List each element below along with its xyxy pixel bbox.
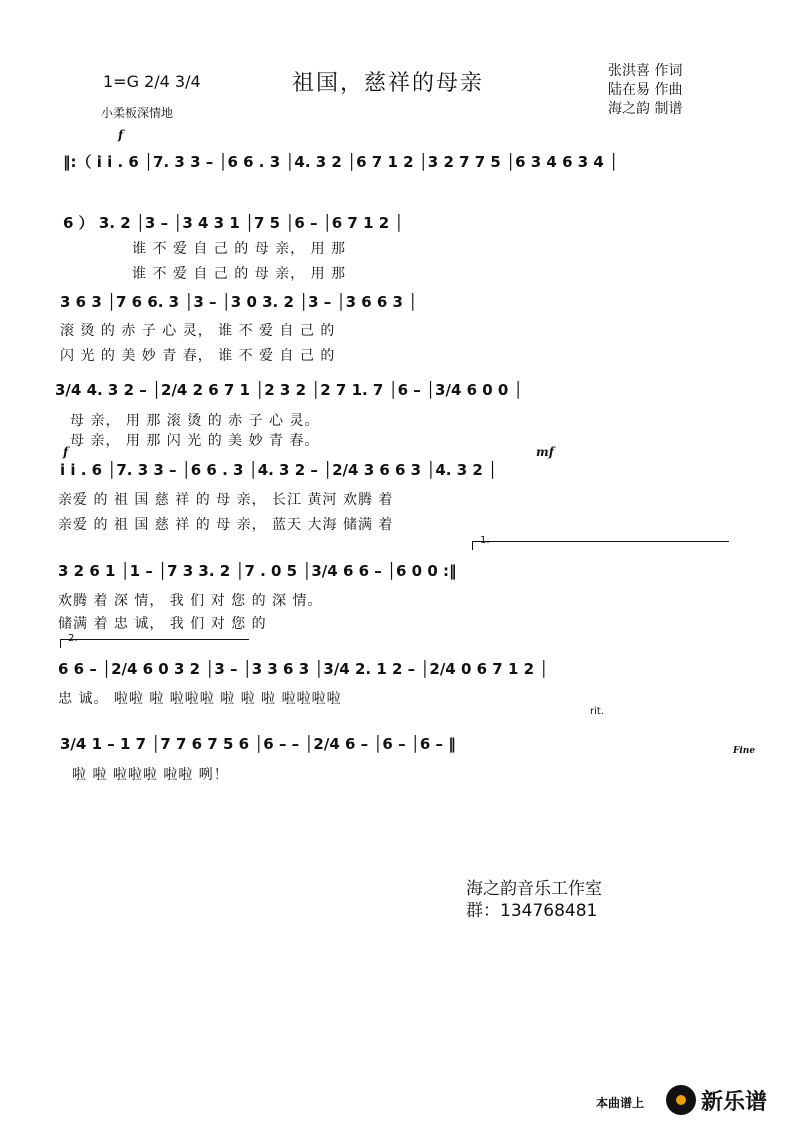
studio-name: 海之韵音乐工作室 (466, 879, 602, 899)
volta-bracket-2 (60, 639, 249, 648)
dynamic-mark-mf: mf (536, 445, 554, 459)
composer: 陆在易 作曲 (608, 82, 683, 98)
notation: 3/4 4. 3 2 – │2/4 2 6 7 1 │2 3 2 │2 7 1. 7 │6 – │3/4 6 0 0 │ (55, 381, 523, 399)
lyrics-verse-2: 闪 光 的 美 妙 青 春， 谁 不 爱 自 己 的 (60, 348, 336, 364)
tempo-marking: 小柔板深情地 (101, 106, 174, 120)
notation: i i . 6 │7. 3 3 – │6 6 . 3 │4. 3 2 – │2/4 3 6 6 3 │4. 3 2 │ (60, 461, 498, 479)
vinyl-center-icon (676, 1095, 686, 1105)
volta-1-label: 1. (480, 535, 490, 546)
notation: 3 2 6 1 │1 – │7 3 3. 2 │7 . 0 5 │3/4 6 6 – │6 0 0 :‖ (58, 562, 457, 580)
engraver: 海之韵 制谱 (608, 101, 683, 117)
lyrics-verse-2: 母 亲， 用 那 闪 光 的 美 妙 青 春。 (70, 433, 320, 449)
notation: 3/4 1 – 1 7 │7 7 6 7 5 6 │6 – – │2/4 6 – │6 – │6 – ‖ (60, 735, 456, 753)
key-signature: 1=G 2/4 3/4 (103, 72, 201, 91)
lyrics-verse-1: 欢腾 着 深 情， 我 们 对 您 的 深 情。 (58, 593, 323, 609)
lyrics-verse-1: 忠 诚。 啦啦 啦 啦啦啦 啦 啦 啦 啦啦啦啦 (58, 691, 342, 707)
lyricist: 张洪喜 作词 (608, 63, 683, 79)
fine-marking: Fine (733, 746, 756, 756)
lyrics-verse-2: 谁 不 爱 自 己 的 母 亲， 用 那 (132, 266, 347, 282)
notation: ‖:（ i i . 6 │7. 3 3 – │6 6 . 3 │4. 3 2 │6 7 1 2 │3 2 7 7 5 │6 3 4 6 3 4 │ (63, 153, 619, 171)
lyrics-verse-1: 滚 烫 的 赤 子 心 灵， 谁 不 爱 自 己 的 (60, 323, 336, 339)
notation: 3 6 3 │7 6 6. 3 │3 – │3 0 3. 2 │3 – │3 6 6 3 │ (60, 293, 418, 311)
lyrics-verse-2: 储满 着 忠 诚， 我 们 对 您 的 (58, 616, 267, 632)
lyrics-verse-1: 亲爱 的 祖 国 慈 祥 的 母 亲， 长江 黄河 欢腾 着 (58, 492, 394, 508)
dynamic-mark: f (63, 445, 69, 459)
lyrics-verse-1: 母 亲， 用 那 滚 烫 的 赤 子 心 灵。 (70, 413, 320, 429)
song-title: 祖国，慈祥的母亲 (292, 71, 485, 96)
notation: 6 6 – │2/4 6 0 3 2 │3 – │3 3 6 3 │3/4 2. 1 2 – │2/4 0 6 7 1 2 │ (58, 660, 549, 678)
lyrics-verse-2: 亲爱 的 祖 国 慈 祥 的 母 亲， 蓝天 大海 储满 着 (58, 517, 394, 533)
site-logo[interactable]: 新乐谱 (701, 1090, 768, 1115)
volta-2-label: 2. (68, 633, 78, 644)
studio-group: 群：134768481 (466, 901, 598, 921)
lyrics-verse-1: 啦 啦 啦啦啦 啦啦 咧！ (72, 767, 229, 783)
rit-marking: rit. (590, 706, 604, 717)
credits (608, 62, 682, 119)
lyrics-verse-1: 谁 不 爱 自 己 的 母 亲， 用 那 (132, 241, 347, 257)
footer-upload-text: 本曲谱上 (596, 1096, 645, 1110)
notation: 6 ） 3. 2 │3 – │3 4 3 1 │7 5 │6 – │6 7 1 2 │ (63, 214, 404, 232)
studio-info (466, 878, 602, 922)
dynamic-mark: f (118, 128, 124, 142)
volta-bracket-1 (472, 541, 729, 550)
